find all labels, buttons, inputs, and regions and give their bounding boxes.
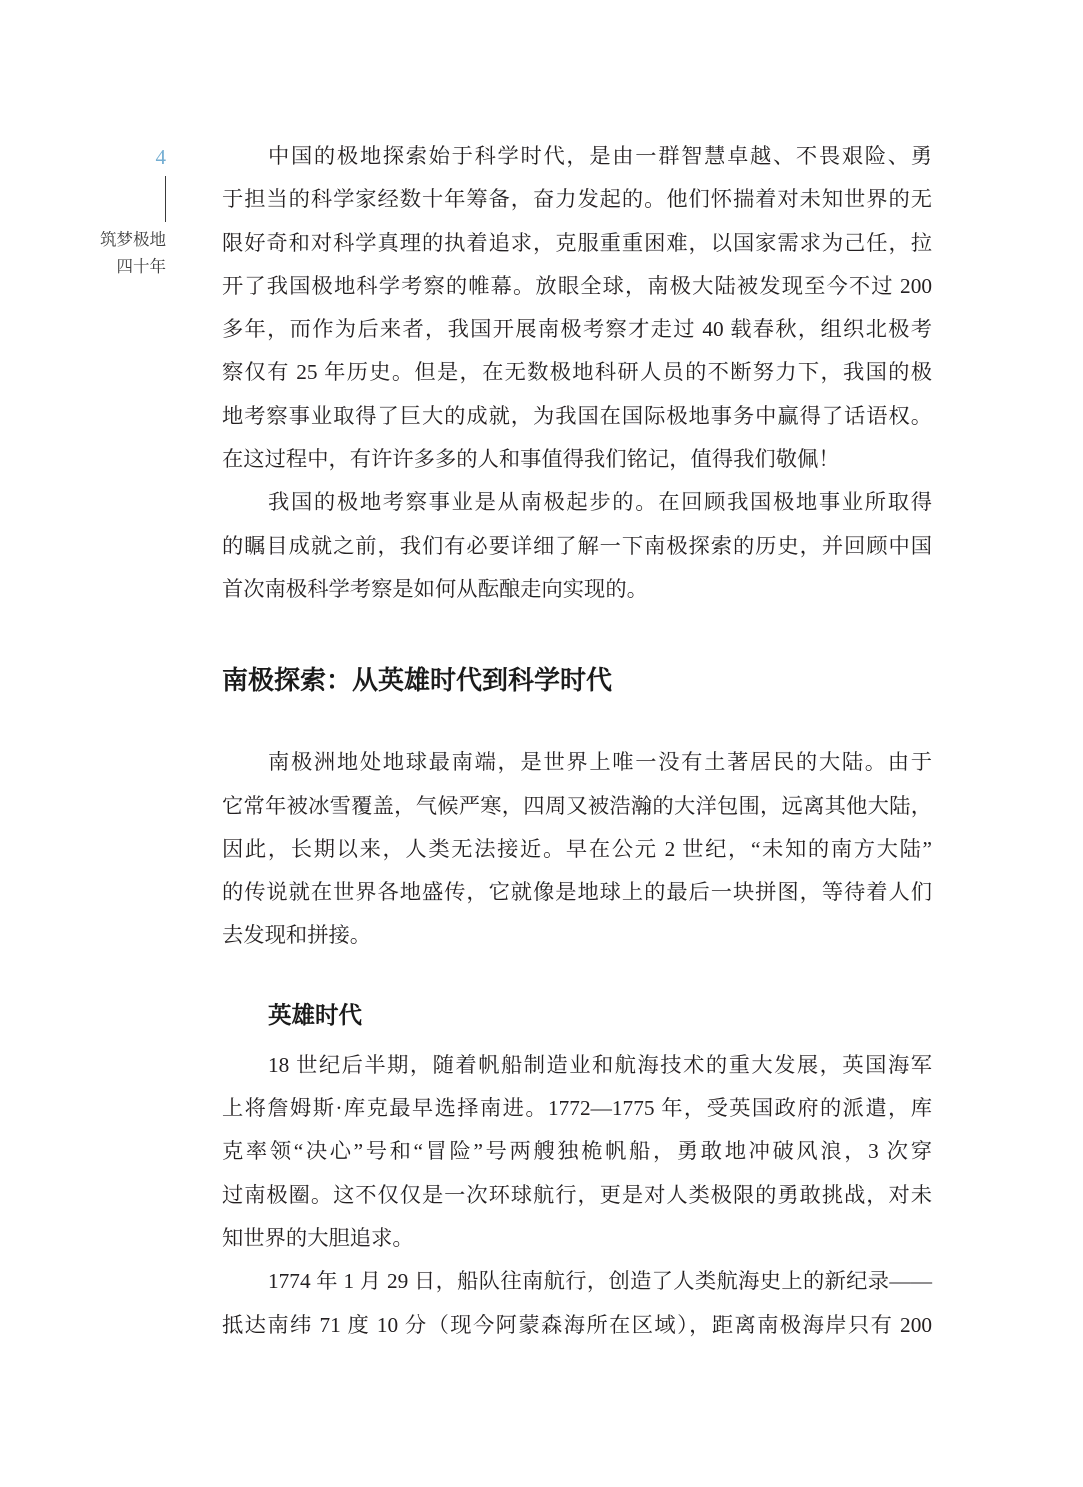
text-line: 上将詹姆斯·库克最早选择南进。1772—1775 年，受英国政府的派遣，库 (222, 1096, 932, 1121)
text-line: 知世界的大胆追求。 (222, 1225, 414, 1250)
paragraph (222, 135, 932, 481)
text-line: 1774 年 1 月 29 日，船队往南航行，创造了人类航海史上的新纪录—— (268, 1269, 932, 1294)
text-line: 察仅有 25 年历史。但是，在无数极地科研人员的不断努力下，我国的极 (222, 360, 932, 385)
paragraph (222, 1260, 932, 1347)
text-line: 它常年被冰雪覆盖，气候严寒，四周又被浩瀚的大洋包围，远离其他大陆， (222, 793, 932, 818)
paragraph (222, 741, 932, 957)
text-line: 地考察事业取得了巨大的成就，为我国在国际极地事务中赢得了话语权。 (222, 403, 932, 428)
text-line: 的瞩目成就之前，我们有必要详细了解一下南极探索的历史，并回顾中国 (222, 533, 932, 558)
margin-divider (165, 176, 166, 222)
text-line: 18 世纪后半期，随着帆船制造业和航海技术的重大发展，英国海军 (268, 1052, 932, 1077)
section-heading: 南极探索：从英雄时代到科学时代 (222, 665, 613, 696)
paragraph (222, 481, 932, 611)
text-line: 的传说就在世界各地盛传，它就像是地球上的最后一块拼图，等待着人们 (222, 880, 932, 905)
text-line: 多年，而作为后来者，我国开展南极考察才走过 40 载春秋，组织北极考 (222, 317, 932, 342)
main-text (222, 135, 932, 1347)
text-line: 首次南极科学考察是如何从酝酿走向实现的。 (222, 576, 648, 601)
text-line: 因此，长期以来，人类无法接近。早在公元 2 世纪，“未知的南方大陆” (222, 836, 932, 861)
text-line: 开了我国极地科学考察的帷幕。放眼全球，南极大陆被发现至今不过 200 (222, 273, 932, 298)
text-line: 抵达南纬 71 度 10 分（现今阿蒙森海所在区域），距离南极海岸只有 200 (222, 1312, 932, 1337)
text-line: 去发现和拼接。 (222, 923, 372, 948)
text-line: 限好奇和对科学真理的执着追求，克服重重困难，以国家需求为己任，拉 (222, 230, 932, 255)
text-line: 在这过程中，有许许多多的人和事值得我们铭记，值得我们敬佩！ (222, 447, 840, 472)
paragraph (222, 1044, 932, 1260)
text-line: 于担当的科学家经数十年筹备，奋力发起的。他们怀揣着对未知世界的无 (222, 187, 932, 212)
text-line: 中国的极地探索始于科学时代，是由一群智慧卓越、不畏艰险、勇 (268, 144, 932, 168)
running-title-line: 筑梦极地 (100, 231, 166, 249)
running-title-line: 四十年 (116, 258, 166, 276)
sidebar (56, 0, 166, 320)
subsection-heading: 英雄时代 (268, 1001, 362, 1028)
text-line: 过南极圈。这不仅仅是一次环球航行，更是对人类极限的勇敢挑战，对未 (222, 1182, 932, 1207)
page-number: 4 (155, 145, 166, 169)
text-line: 南极洲地处地球最南端，是世界上唯一没有土著居民的大陆。由于 (268, 750, 932, 775)
text-line: 我国的极地考察事业是从南极起步的。在回顾我国极地事业所取得 (268, 490, 932, 515)
text-line: 克率领“决心”号和“冒险”号两艘独桅帆船，勇敢地冲破风浪，3 次穿 (222, 1139, 932, 1164)
